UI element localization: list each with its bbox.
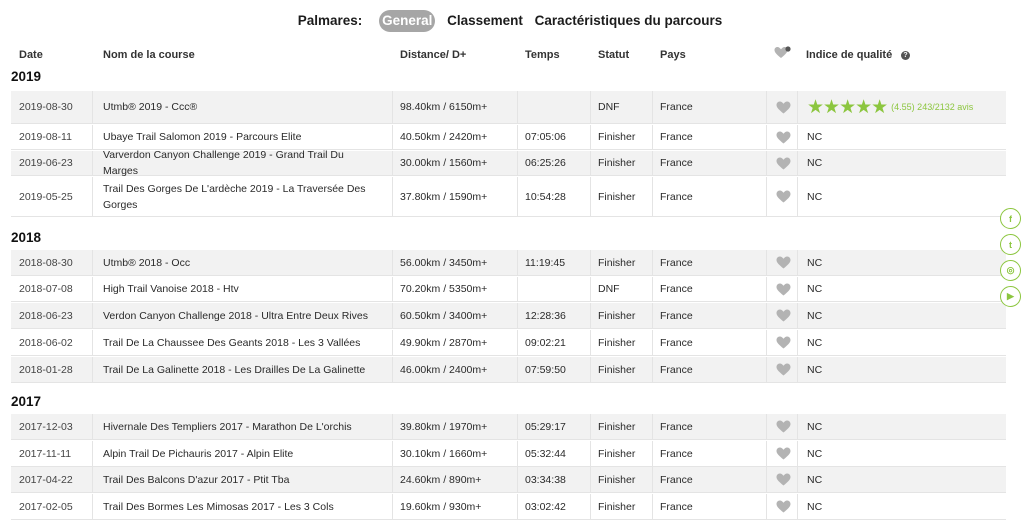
race-distance: 30.10km / 1660m+ [400, 447, 488, 460]
column-divider [92, 357, 93, 382]
quality-index [807, 277, 822, 301]
rating-text[interactable]: (4.55) 243/2132 avis [891, 102, 974, 112]
race-status: Finisher [598, 447, 636, 460]
race-date: 2018-01-28 [19, 363, 73, 376]
column-divider [517, 414, 518, 439]
column-divider [392, 441, 393, 466]
column-divider [797, 357, 798, 382]
race-date: 2017-12-03 [19, 420, 73, 433]
column-divider [92, 441, 93, 466]
header-status[interactable]: Statut [598, 49, 630, 61]
column-divider [517, 494, 518, 519]
race-name[interactable]: Trail Des Balcons D'azur 2017 - Ptit Tba [103, 473, 290, 486]
year-heading: 2018 [11, 230, 42, 245]
quality-index [807, 467, 822, 492]
race-date: 2017-04-22 [19, 473, 73, 486]
race-distance: 24.60km / 890m+ [400, 473, 482, 486]
palmares-label: Palmares: [297, 13, 363, 28]
race-name[interactable]: Hivernale Des Templiers 2017 - Marathon De L'orchis [103, 420, 352, 433]
column-divider [590, 303, 591, 328]
race-time: 07:05:06 [525, 131, 566, 143]
quality-value: NC [807, 336, 823, 349]
race-country: France [660, 283, 693, 295]
race-status: DNF [598, 283, 620, 295]
column-divider [766, 414, 767, 439]
column-divider [92, 414, 93, 439]
race-country: France [660, 309, 693, 322]
race-country: France [660, 131, 693, 143]
column-divider [92, 250, 93, 275]
year-heading: 2019 [11, 69, 42, 84]
column-divider [517, 277, 518, 301]
column-divider [652, 414, 653, 439]
column-divider [92, 467, 93, 492]
column-divider [92, 151, 93, 175]
race-time: 10:54:28 [525, 190, 566, 203]
race-country: France [660, 500, 693, 513]
header-date[interactable]: Date [19, 49, 43, 61]
column-divider [517, 250, 518, 275]
table-row[interactable] [11, 277, 1006, 302]
race-name[interactable]: Utmb® 2019 - Ccc® [103, 101, 198, 113]
quality-value: NC [807, 363, 823, 376]
column-divider [517, 357, 518, 382]
column-divider [92, 494, 93, 519]
column-divider [797, 177, 798, 216]
race-country: France [660, 101, 693, 113]
race-status: DNF [598, 101, 620, 113]
column-divider [797, 250, 798, 275]
favorite-heart-icon[interactable] [774, 414, 792, 439]
race-date: 2017-11-11 [19, 447, 72, 460]
table-row[interactable] [11, 303, 1006, 329]
race-name[interactable]: High Trail Vanoise 2018 - Htv [103, 283, 239, 295]
quality-index [807, 441, 822, 466]
race-status: Finisher [598, 131, 636, 143]
race-name[interactable]: Ubaye Trail Salomon 2019 - Parcours Elite [103, 131, 302, 143]
quality-index [807, 330, 822, 355]
column-divider [766, 467, 767, 492]
favorite-heart-icon[interactable] [774, 494, 792, 519]
twitter-icon[interactable]: t [1000, 234, 1021, 255]
header-name[interactable]: Nom de la course [103, 49, 195, 61]
quality-index [807, 357, 822, 382]
race-distance: 60.50km / 3400m+ [400, 309, 488, 322]
race-date: 2018-08-30 [19, 256, 73, 269]
race-date: 2019-05-25 [19, 190, 73, 203]
column-divider [766, 151, 767, 175]
header-country[interactable]: Pays [660, 49, 686, 61]
table-row[interactable] [11, 494, 1006, 520]
column-divider [797, 467, 798, 492]
race-status: Finisher [598, 420, 636, 433]
column-divider [392, 177, 393, 216]
race-distance: 56.00km / 3450m+ [400, 256, 488, 269]
column-divider [797, 151, 798, 175]
facebook-icon[interactable]: f [1000, 208, 1021, 229]
column-divider [392, 91, 393, 123]
tab-caracteristiques[interactable]: Caractéristiques du parcours [534, 13, 723, 28]
column-divider [766, 125, 767, 149]
column-divider [766, 250, 767, 275]
column-divider [517, 125, 518, 149]
race-distance: 30.00km / 1560m+ [400, 157, 488, 169]
column-divider [766, 177, 767, 216]
race-distance: 37.80km / 1590m+ [400, 190, 488, 203]
youtube-icon[interactable]: ▶ [1000, 286, 1021, 307]
race-distance: 19.60km / 930m+ [400, 500, 482, 513]
race-status: Finisher [598, 363, 636, 376]
race-time: 07:59:50 [525, 363, 566, 376]
race-time: 12:28:36 [525, 309, 566, 322]
quality-value: NC [807, 190, 823, 203]
column-divider [92, 330, 93, 355]
quality-index [807, 125, 822, 149]
quality-value: NC [807, 256, 823, 269]
race-time: 11:19:45 [525, 256, 566, 269]
race-country: France [660, 473, 693, 486]
column-divider [590, 125, 591, 149]
table-row[interactable] [11, 151, 1006, 176]
quality-index [807, 151, 822, 175]
favorite-heart-icon[interactable] [774, 330, 792, 355]
quality-value: NC [807, 420, 823, 433]
race-time: 05:32:44 [525, 447, 566, 460]
column-divider [517, 177, 518, 216]
column-divider [590, 441, 591, 466]
column-divider [797, 277, 798, 301]
column-divider [652, 177, 653, 216]
favorite-heart-icon[interactable] [774, 125, 792, 149]
column-divider [652, 303, 653, 328]
rating-stars-icon: ★★★★★ [807, 96, 888, 118]
column-divider [517, 441, 518, 466]
table-row[interactable] [11, 330, 1006, 356]
column-divider [517, 303, 518, 328]
favorite-heart-icon[interactable] [774, 177, 792, 216]
column-divider [517, 330, 518, 355]
column-divider [392, 151, 393, 175]
favorite-heart-icon[interactable] [774, 277, 792, 301]
quality-value: NC [807, 157, 823, 169]
column-divider [652, 277, 653, 301]
race-status: Finisher [598, 157, 636, 169]
column-divider [392, 467, 393, 492]
quality-value: NC [807, 283, 823, 295]
column-divider [652, 125, 653, 149]
race-distance: 49.90km / 2870m+ [400, 336, 488, 349]
column-divider [517, 467, 518, 492]
heart-plus-icon[interactable] [774, 46, 791, 63]
quality-value: NC [807, 473, 823, 486]
quality-value: NC [807, 447, 823, 460]
race-date: 2018-07-08 [19, 283, 73, 295]
table-row[interactable] [11, 91, 1006, 124]
column-divider [517, 151, 518, 175]
quality-index [807, 177, 822, 216]
column-divider [590, 91, 591, 123]
race-date: 2019-08-11 [19, 131, 72, 143]
column-divider [590, 250, 591, 275]
table-row[interactable] [11, 250, 1006, 276]
column-divider [766, 441, 767, 466]
column-divider [766, 357, 767, 382]
column-divider [392, 303, 393, 328]
race-time: 06:25:26 [525, 157, 566, 169]
palmares-nav [0, 10, 1024, 34]
column-divider [590, 494, 591, 519]
column-divider [590, 357, 591, 382]
race-distance: 39.80km / 1970m+ [400, 420, 488, 433]
column-divider [392, 330, 393, 355]
race-status: Finisher [598, 500, 636, 513]
column-divider [652, 441, 653, 466]
column-divider [652, 494, 653, 519]
column-divider [590, 330, 591, 355]
race-distance: 40.50km / 2420m+ [400, 131, 488, 143]
column-divider [766, 91, 767, 123]
race-country: France [660, 420, 693, 433]
header-time[interactable]: Temps [525, 49, 560, 61]
header-distance[interactable]: Distance/ D+ [400, 49, 467, 61]
column-divider [797, 125, 798, 149]
race-distance: 70.20km / 5350m+ [400, 283, 488, 295]
column-divider [652, 330, 653, 355]
column-divider [392, 357, 393, 382]
race-date: 2017-02-05 [19, 500, 73, 513]
race-country: France [660, 363, 693, 376]
table-header [0, 45, 1010, 65]
column-divider [590, 177, 591, 216]
race-country: France [660, 256, 693, 269]
column-divider [92, 277, 93, 301]
table-row[interactable] [11, 357, 1006, 383]
race-name[interactable]: Trail De La Chaussee Des Geants 2018 - Les 3 Vallées [103, 336, 361, 349]
race-name[interactable]: Trail De La Galinette 2018 - Les Drailles De La Galinette [103, 363, 366, 376]
favorite-heart-icon[interactable] [774, 250, 792, 275]
table-row[interactable] [11, 414, 1006, 440]
column-divider [652, 357, 653, 382]
race-country: France [660, 336, 693, 349]
tab-general[interactable]: General [379, 10, 435, 32]
column-divider [590, 414, 591, 439]
column-divider [766, 277, 767, 301]
question-icon[interactable]: ? [901, 51, 910, 60]
race-time: 03:34:38 [525, 473, 566, 486]
quality-index [807, 250, 822, 275]
race-time: 09:02:21 [525, 336, 566, 349]
favorite-heart-icon[interactable] [774, 151, 792, 175]
column-divider [590, 467, 591, 492]
column-divider [766, 303, 767, 328]
race-name[interactable]: Trail Des Gorges De L'ardèche 2019 - La Traversée Des Gorges [103, 182, 366, 211]
column-divider [92, 91, 93, 123]
quality-index [807, 303, 822, 328]
instagram-icon[interactable]: ◎ [1000, 260, 1021, 281]
column-divider [392, 414, 393, 439]
column-divider [652, 250, 653, 275]
column-divider [797, 441, 798, 466]
table-row[interactable] [11, 467, 1006, 493]
column-divider [92, 177, 93, 216]
table-row[interactable] [11, 441, 1006, 467]
race-name[interactable]: Alpin Trail De Pichauris 2017 - Alpin Elite [103, 447, 294, 460]
race-date: 2019-06-23 [19, 157, 73, 169]
column-divider [766, 494, 767, 519]
column-divider [766, 330, 767, 355]
race-time: 03:02:42 [525, 500, 566, 513]
favorite-heart-icon[interactable] [774, 357, 792, 382]
race-status: Finisher [598, 256, 636, 269]
race-time: 05:29:17 [525, 420, 566, 433]
favorite-heart-icon[interactable] [774, 303, 792, 328]
column-divider [92, 303, 93, 328]
column-divider [392, 125, 393, 149]
race-status: Finisher [598, 190, 636, 203]
column-divider [392, 494, 393, 519]
column-divider [652, 467, 653, 492]
race-distance: 46.00km / 2400m+ [400, 363, 488, 376]
race-country: France [660, 157, 693, 169]
quality-index [807, 494, 822, 519]
column-divider [797, 330, 798, 355]
header-quality[interactable]: Indice de qualité [806, 49, 893, 61]
race-distance: 98.40km / 6150m+ [400, 101, 488, 113]
quality-index [807, 91, 973, 123]
column-divider [797, 494, 798, 519]
column-divider [652, 151, 653, 175]
column-divider [392, 250, 393, 275]
favorite-heart-icon[interactable] [774, 441, 792, 466]
column-divider [590, 151, 591, 175]
year-heading: 2017 [11, 394, 42, 409]
race-name[interactable]: Trail Des Bormes Les Mimosas 2017 - Les 3 Cols [103, 500, 334, 513]
race-country: France [660, 447, 693, 460]
race-name[interactable]: Utmb® 2018 - Occ [103, 256, 191, 269]
tab-classement[interactable]: Classement [447, 13, 523, 28]
race-country: France [660, 190, 693, 203]
column-divider [797, 91, 798, 123]
column-divider [590, 277, 591, 301]
favorite-heart-icon[interactable] [774, 467, 792, 492]
race-date: 2019-08-30 [19, 101, 73, 113]
race-status: Finisher [598, 473, 636, 486]
table-row[interactable] [11, 177, 1006, 217]
quality-value: NC [807, 131, 823, 143]
column-divider [797, 303, 798, 328]
race-name[interactable]: Verdon Canyon Challenge 2018 - Ultra Entre Deux Rives [103, 309, 368, 322]
race-name[interactable]: Varverdon Canyon Challenge 2019 - Grand Trail Du Marges [103, 149, 344, 177]
quality-index [807, 414, 822, 439]
column-divider [517, 91, 518, 123]
favorite-heart-icon[interactable] [774, 91, 792, 123]
race-status: Finisher [598, 309, 636, 322]
race-status: Finisher [598, 336, 636, 349]
column-divider [92, 125, 93, 149]
race-date: 2018-06-23 [19, 309, 73, 322]
race-date: 2018-06-02 [19, 336, 73, 349]
column-divider [652, 91, 653, 123]
column-divider [797, 414, 798, 439]
column-divider [392, 277, 393, 301]
quality-value: NC [807, 309, 823, 322]
quality-value: NC [807, 500, 823, 513]
